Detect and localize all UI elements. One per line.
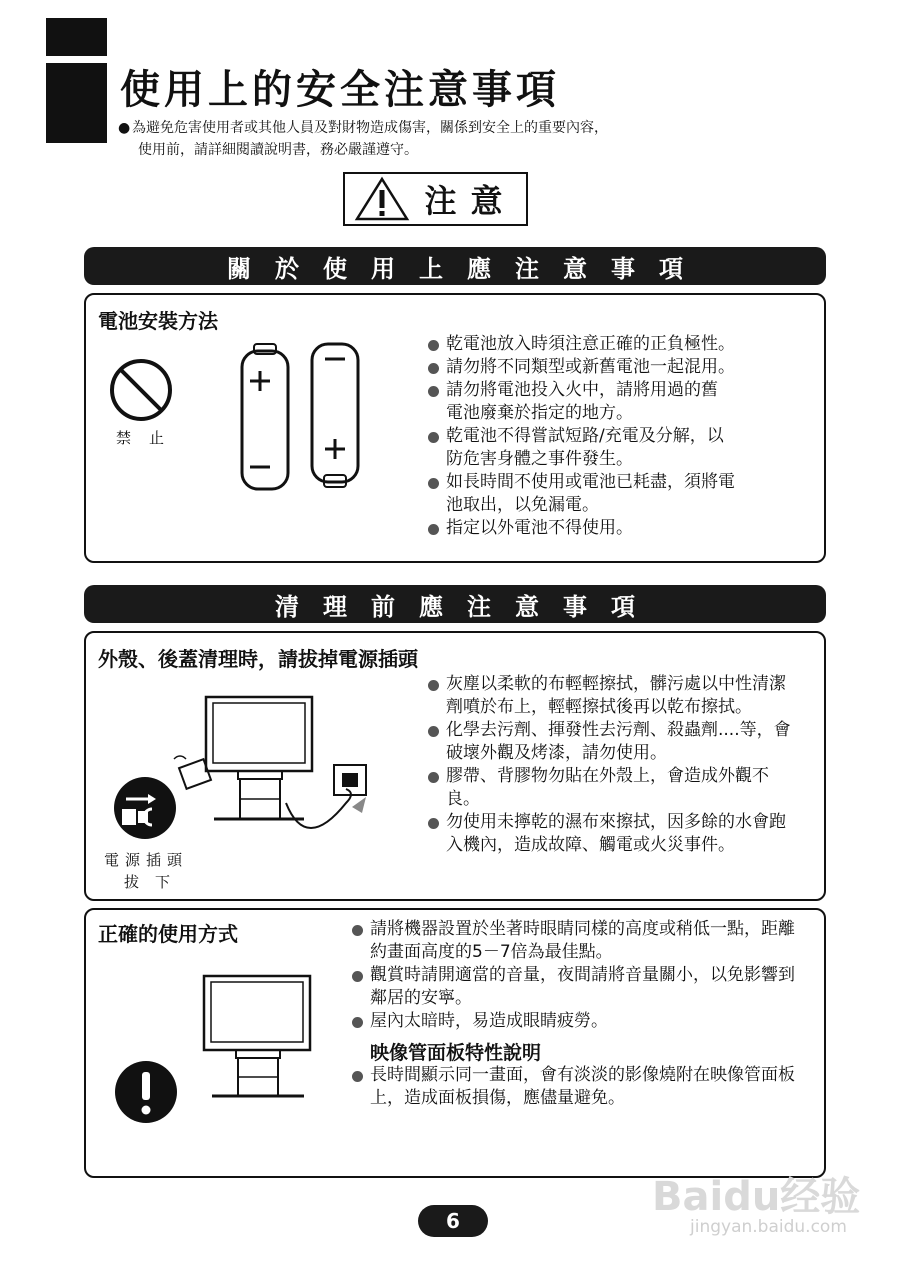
tv-illustration	[198, 972, 318, 1102]
header-block-bottom	[46, 63, 107, 143]
watermark-brand: Baidu经验	[652, 1174, 861, 1220]
cleaning-notes	[428, 673, 798, 857]
page-title: 使用上的安全注意事項	[120, 67, 560, 113]
list-item: 屋內太暗時，易造成眼睛疲勞。	[352, 1010, 802, 1033]
header-block-top	[46, 18, 107, 56]
battery-icon	[238, 337, 368, 493]
usage-panel	[84, 908, 826, 1178]
cleaning-panel-title: 外殼、後蓋清理時，請拔掉電源插頭	[98, 647, 418, 671]
list-item: 請勿將不同類型或新舊電池一起混用。	[428, 356, 748, 379]
list-item: 勿使用未擰乾的濕布來擦拭，因多餘的水會跑入機內，造成故障、觸電或火災事件。	[428, 811, 796, 857]
warning-triangle-icon	[354, 176, 410, 222]
battery-panel-title: 電池安裝方法	[98, 309, 218, 333]
list-item: 膠帶、背膠物勿貼在外殼上，會造成外觀不良。	[428, 765, 776, 811]
exclamation-icon	[114, 1060, 178, 1124]
section-bar-usage: 關 於 使 用 上 應 注 意 事 項	[84, 247, 826, 285]
unplug-label-2: 拔下	[124, 873, 187, 891]
list-item: 指定以外電池不得使用。	[428, 517, 748, 540]
list-item: 乾電池放入時須注意正確的正負極性。	[428, 333, 748, 356]
cleaning-panel	[84, 631, 826, 901]
battery-notes	[428, 333, 748, 540]
list-item: 化學去污劑、揮發性去污劑、殺蟲劑....等，會破壞外觀及烤漆，請勿使用。	[428, 719, 796, 765]
list-item: 觀賞時請開適當的音量，夜間請將音量關小，以免影響到鄰居的安寧。	[352, 964, 800, 1010]
list-item: 灰塵以柔軟的布輕輕擦拭，髒污處以中性清潔劑噴於布上，輕輕擦拭後再以乾布擦拭。	[428, 673, 798, 719]
intro-text: ● 為避免危害使用者或其他人員及對財物造成傷害，關係到安全上的重要內容， 使用前，請詳細閱讀說明書，務必嚴謹遵守。	[118, 117, 608, 161]
battery-panel	[84, 293, 826, 563]
caution-word: 注意	[424, 182, 517, 220]
usage-notes	[352, 918, 802, 1033]
bullet-icon: ●	[118, 120, 131, 136]
panel-characteristic-notes	[352, 1064, 795, 1110]
prohibit-icon	[108, 357, 174, 423]
tv-cleaning-illustration	[166, 693, 396, 853]
watermark-url: jingyan.baidu.com	[690, 1217, 847, 1237]
list-item: 長時間顯示同一畫面，會有淡淡的影像燒附在映像管面板上，造成面板損傷，應儘量避免。	[352, 1064, 800, 1110]
usage-panel-title: 正確的使用方式	[98, 922, 238, 946]
page-number: 6	[418, 1205, 488, 1237]
caution-label-box	[343, 172, 528, 226]
list-item: 請勿將電池投入火中，請將用過的舊電池廢棄於指定的地方。	[428, 379, 731, 425]
prohibit-label: 禁止	[116, 429, 183, 447]
list-item: 如長時間不使用或電池已耗盡，須將電池取出，以免漏電。	[428, 471, 736, 517]
usage-subtitle: 映像管面板特性說明	[370, 1042, 542, 1064]
list-item: 乾電池不得嘗試短路/充電及分解，以防危害身體之事件發生。	[428, 425, 736, 471]
unplug-label-1: 電源插頭	[104, 851, 189, 869]
list-item: 請將機器設置於坐著時眼睛同樣的高度或稍低一點，距離約畫面高度的5－7倍為最佳點。	[352, 918, 795, 964]
section-bar-cleaning: 清 理 前 應 注 意 事 項	[84, 585, 826, 623]
